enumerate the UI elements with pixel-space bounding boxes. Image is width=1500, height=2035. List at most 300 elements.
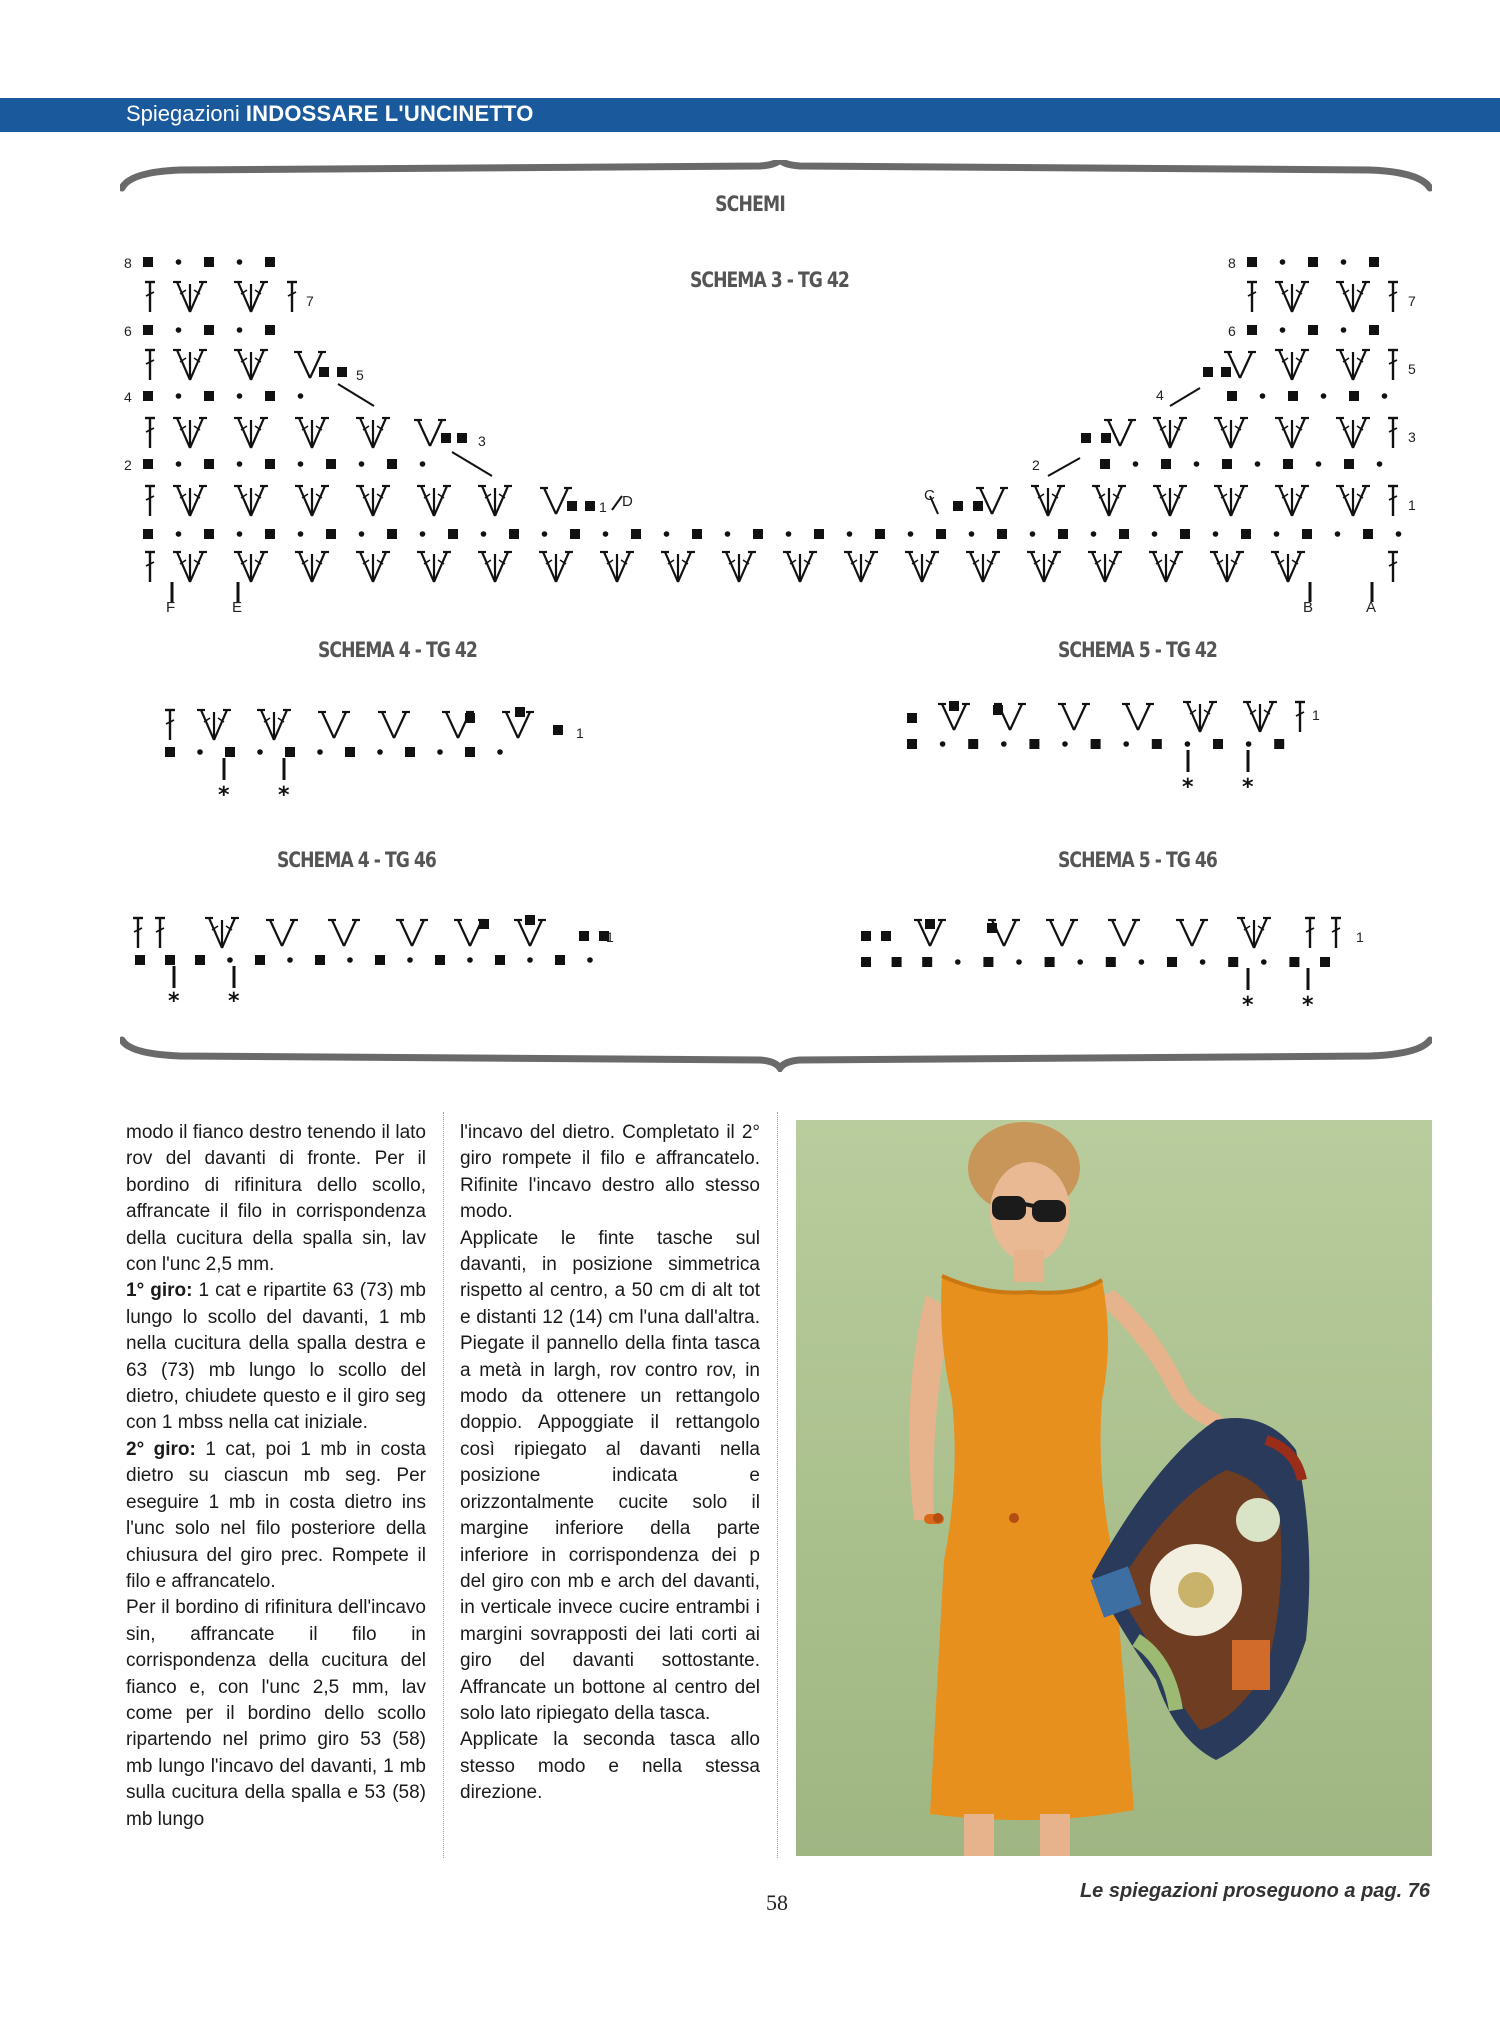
- chain-symbol: [1377, 461, 1383, 467]
- sc-symbol: [1344, 459, 1354, 469]
- shell-symbol: [173, 418, 207, 448]
- point-label-d: D: [622, 493, 633, 510]
- shell-symbol: [1027, 552, 1061, 582]
- sc-symbol: [225, 747, 235, 757]
- tr-symbol: [1388, 282, 1398, 312]
- sc-symbol: [405, 747, 415, 757]
- sc-symbol: [337, 367, 347, 377]
- chain-symbol: [298, 393, 304, 399]
- v-symbol: [1046, 920, 1078, 946]
- shell-symbol: [966, 552, 1000, 582]
- v-symbol: [994, 704, 1026, 730]
- schema3-title: SCHEMA 3 - TG 42: [690, 268, 849, 292]
- schema5-42-title: SCHEMA 5 - TG 42: [1058, 638, 1217, 662]
- tr-symbol: [145, 350, 155, 380]
- sc-symbol: [265, 391, 275, 401]
- sc-symbol: [1369, 325, 1379, 335]
- tr-symbol: [1388, 486, 1398, 516]
- sc-symbol: [326, 459, 336, 469]
- star-symbol: *: [218, 783, 230, 808]
- col2-paragraph-3: Applicate la seconda tasca allo stesso modo e nella stessa direzione.: [460, 1729, 760, 1804]
- sc-symbol: [435, 955, 445, 965]
- star-symbol: *: [1182, 775, 1194, 800]
- continued-note: Le spiegazioni proseguono a pag. 76: [1079, 1880, 1430, 1902]
- point-label-e: E: [232, 599, 243, 616]
- chain-symbol: [298, 531, 304, 537]
- shell-symbol: [417, 552, 451, 582]
- model-photo: [796, 1120, 1432, 1856]
- shell-symbol: [1243, 702, 1277, 732]
- sc-symbol: [315, 955, 325, 965]
- chain-symbol: [497, 749, 503, 755]
- star-symbol: *: [228, 989, 240, 1014]
- col1-paragraph-4: Per il bordino di rifinitura dell'incavo sin, affrancate il filo in corrispondenza della cucitura del fianco e, con l'unc 2,5 mm, lav come per il bordino dello scollo ripartendo nel primo giro 53 (58) mb lungo l'incavo del davanti, 1 mb sulla cucitura della spalla e 53 (58) mb lungo: [126, 1597, 426, 1830]
- sc-symbol: [553, 725, 563, 735]
- sc-symbol: [953, 501, 963, 511]
- sc-symbol: [319, 367, 329, 377]
- sc-symbol: [861, 957, 871, 967]
- schema4-46-title: SCHEMA 4 - TG 46: [277, 848, 436, 872]
- sc-symbol: [1081, 433, 1091, 443]
- row-label: 1: [1312, 707, 1320, 723]
- chain-symbol: [542, 531, 548, 537]
- giro2-text: 1 cat, poi 1 mb in costa dietro su ciascun mb seg. Per eseguire 1 mb in costa dietro ins l'unc solo nel filo posteriore della chiusura del giro prec. Rompete il filo e affrancatelo.: [126, 1438, 426, 1592]
- sc-symbol: [204, 325, 214, 335]
- slip-stitch-symbol: [1170, 388, 1200, 406]
- sc-symbol: [265, 325, 275, 335]
- chain-symbol: [955, 959, 961, 965]
- header-section: Spiegazioni: [126, 101, 240, 126]
- chain-symbol: [1321, 393, 1327, 399]
- schema5-46-diagram: [861, 918, 1364, 1018]
- shell-symbol: [1214, 418, 1248, 448]
- shell-symbol: [1336, 282, 1370, 312]
- sc-symbol: [753, 529, 763, 539]
- tr-symbol: [155, 918, 165, 948]
- sc-symbol: [387, 529, 397, 539]
- shell-symbol: [257, 710, 291, 740]
- sc-symbol: [448, 529, 458, 539]
- sc-symbol: [1161, 459, 1171, 469]
- model-illustration: [796, 1120, 1432, 1856]
- star-symbol: *: [168, 989, 180, 1014]
- shell-symbol: [234, 350, 268, 380]
- shell-symbol: [1336, 350, 1370, 380]
- row-label: 2: [1032, 457, 1040, 473]
- sc-symbol: [1349, 391, 1359, 401]
- chain-symbol: [407, 957, 413, 963]
- sc-symbol: [143, 529, 153, 539]
- chain-symbol: [176, 393, 182, 399]
- chain-symbol: [1341, 327, 1347, 333]
- sc-symbol: [465, 747, 475, 757]
- shell-symbol: [234, 418, 268, 448]
- chain-symbol: [527, 957, 533, 963]
- col2-paragraph-2: Applicate le finte tasche sul davanti, in posizione simmetrica rispetto al centro, a 50 cm di alt tot e distanti 12 (14) cm l'una dall'altra. Piegate il pannello della finta tasca a metà in largh, rov contro rov, in modo da ottenere un rettangolo doppio. Appoggiate il rettangolo così ripiegato al davanti nella posizione indicata e orizzontalmente cucite solo il margine inferiore della parte inferiore in corrispondenza dei p del giro con mb e arch del davanti, in verticale invece cucire entrambi i margini sovrapposti dei lati corti ai giro del davanti sottostante. Affrancate un bottone al centro del solo lato ripiegato della tasca.: [460, 1227, 760, 1724]
- schemi-title: SCHEMI: [715, 192, 785, 216]
- shell-symbol: [478, 486, 512, 516]
- text-column-1: [126, 1120, 426, 1833]
- sc-symbol: [814, 529, 824, 539]
- tr-symbol: [287, 282, 297, 312]
- sc-symbol: [1029, 739, 1039, 749]
- point-label-f: F: [166, 599, 176, 616]
- chain-symbol: [1260, 393, 1266, 399]
- sc-symbol: [1101, 433, 1111, 443]
- shell-symbol: [356, 418, 390, 448]
- shell-symbol: [205, 918, 239, 948]
- chain-symbol: [1246, 741, 1252, 747]
- sc-symbol: [457, 433, 467, 443]
- sc-symbol: [1100, 459, 1110, 469]
- chain-symbol: [940, 741, 946, 747]
- sc-symbol: [204, 391, 214, 401]
- sc-symbol: [1369, 257, 1379, 267]
- chain-symbol: [1316, 461, 1322, 467]
- sc-symbol: [567, 501, 577, 511]
- shell-symbol: [783, 552, 817, 582]
- tr-symbol: [145, 418, 155, 448]
- slip-stitch-symbol: [612, 496, 622, 510]
- v-symbol: [1108, 920, 1140, 946]
- tr-symbol: [1388, 552, 1398, 582]
- tr-symbol: [145, 552, 155, 582]
- shell-symbol: [722, 552, 756, 582]
- chain-symbol: [467, 957, 473, 963]
- shell-symbol: [1031, 486, 1065, 516]
- sc-symbol: [579, 931, 589, 941]
- sc-symbol: [936, 529, 946, 539]
- tr-symbol: [1388, 418, 1398, 448]
- v-symbol: [396, 920, 428, 946]
- sc-symbol: [1152, 739, 1162, 749]
- v-symbol: [318, 712, 350, 738]
- sc-symbol: [495, 955, 505, 965]
- chain-symbol: [1261, 959, 1267, 965]
- sc-symbol: [143, 325, 153, 335]
- chain-symbol: [176, 531, 182, 537]
- sc-symbol: [585, 501, 595, 511]
- shell-symbol: [1336, 418, 1370, 448]
- v-symbol: [328, 920, 360, 946]
- sc-symbol: [387, 459, 397, 469]
- shell-symbol: [173, 350, 207, 380]
- sc-symbol: [973, 501, 983, 511]
- shell-symbol: [1214, 486, 1248, 516]
- row-label: 3: [1408, 429, 1416, 445]
- star-symbol: *: [1242, 775, 1254, 800]
- chain-symbol: [1133, 461, 1139, 467]
- tr-symbol: [1305, 918, 1315, 948]
- chain-symbol: [1185, 741, 1191, 747]
- sc-symbol: [285, 747, 295, 757]
- sc-symbol: [326, 529, 336, 539]
- schema5-42-diagram: [907, 701, 1320, 800]
- shell-symbol: [1271, 552, 1305, 582]
- sc-symbol: [1283, 459, 1293, 469]
- shell-symbol: [173, 282, 207, 312]
- sc-symbol: [195, 955, 205, 965]
- sc-symbol: [375, 955, 385, 965]
- sc-symbol: [1221, 367, 1231, 377]
- chain-symbol: [257, 749, 263, 755]
- chain-symbol: [347, 957, 353, 963]
- shell-symbol: [295, 486, 329, 516]
- chain-symbol: [237, 393, 243, 399]
- row-label: 8: [124, 255, 132, 271]
- row-label: 7: [306, 293, 314, 309]
- chain-symbol: [1016, 959, 1022, 965]
- shell-symbol: [1088, 552, 1122, 582]
- row-label: 1: [1408, 497, 1416, 513]
- chain-symbol: [969, 531, 975, 537]
- shell-symbol: [905, 552, 939, 582]
- sc-symbol: [1045, 957, 1055, 967]
- chain-symbol: [237, 259, 243, 265]
- schema4-46-diagram: [133, 915, 614, 1014]
- chain-symbol: [664, 531, 670, 537]
- sc-symbol: [465, 713, 475, 723]
- sc-symbol: [204, 459, 214, 469]
- sc-symbol: [907, 713, 917, 723]
- shell-symbol: [844, 552, 878, 582]
- sc-symbol: [1308, 257, 1318, 267]
- chain-symbol: [1200, 959, 1206, 965]
- schema3-diagram: [124, 255, 1416, 616]
- sc-symbol: [907, 739, 917, 749]
- sc-symbol: [1228, 957, 1238, 967]
- chain-symbol: [1030, 531, 1036, 537]
- chain-symbol: [176, 461, 182, 467]
- shell-symbol: [1275, 486, 1309, 516]
- tr-symbol: [145, 282, 155, 312]
- row-label: 4: [124, 389, 132, 405]
- sc-symbol: [265, 257, 275, 267]
- col1-paragraph-giro2: [126, 1437, 426, 1595]
- giro1-text: 1 cat e ripartite 63 (73) mb lungo lo scollo del davanti, 1 mb nella cucitura della spalla destra e 63 (73) mb lungo lo scollo del dietro, chiudete questo e il giro seg con 1 mbss nella cat iniziale.: [126, 1280, 426, 1434]
- tr-symbol: [1247, 282, 1257, 312]
- shell-symbol: [234, 486, 268, 516]
- schema4-42-diagram: [165, 707, 584, 808]
- header-title-bold: INDOSSARE L'UNCINETTO: [245, 101, 534, 126]
- chain-symbol: [1396, 531, 1402, 537]
- row-label: 3: [478, 433, 486, 449]
- shell-symbol: [1183, 702, 1217, 732]
- sc-symbol: [1203, 367, 1213, 377]
- shell-symbol: [295, 552, 329, 582]
- sc-symbol: [1213, 739, 1223, 749]
- slip-stitch-symbol: [1048, 458, 1080, 476]
- chain-symbol: [237, 327, 243, 333]
- chain-symbol: [176, 259, 182, 265]
- sc-symbol: [1106, 957, 1116, 967]
- slip-stitch-symbol: [338, 384, 374, 406]
- chain-symbol: [1123, 741, 1129, 747]
- sc-symbol: [1363, 529, 1373, 539]
- chain-symbol: [437, 749, 443, 755]
- row-label: 5: [356, 367, 364, 383]
- sc-symbol: [1119, 529, 1129, 539]
- sc-symbol: [875, 529, 885, 539]
- sc-symbol: [143, 459, 153, 469]
- giro2-label: 2° giro:: [126, 1438, 196, 1460]
- chain-symbol: [1213, 531, 1219, 537]
- sc-symbol: [922, 957, 932, 967]
- sc-symbol: [1241, 529, 1251, 539]
- sc-symbol: [204, 529, 214, 539]
- shell-symbol: [1092, 486, 1126, 516]
- sc-symbol: [997, 529, 1007, 539]
- sc-symbol: [255, 955, 265, 965]
- sc-symbol: [1288, 391, 1298, 401]
- sc-symbol: [949, 701, 959, 711]
- sc-symbol: [861, 931, 871, 941]
- sc-symbol: [1058, 529, 1068, 539]
- sc-symbol: [143, 391, 153, 401]
- page-number: 58: [766, 1890, 788, 1915]
- row-label: 2: [124, 457, 132, 473]
- row-label: 6: [1228, 323, 1236, 339]
- chain-symbol: [420, 531, 426, 537]
- schema4-42-title: SCHEMA 4 - TG 42: [318, 638, 477, 662]
- row-label: 1: [576, 725, 584, 741]
- sc-symbol: [968, 739, 978, 749]
- chain-symbol: [481, 531, 487, 537]
- column-divider-2: [777, 1112, 778, 1858]
- chain-symbol: [1335, 531, 1341, 537]
- tr-symbol: [1388, 350, 1398, 380]
- chain-symbol: [1382, 393, 1388, 399]
- chain-symbol: [197, 749, 203, 755]
- row-label: 1: [606, 929, 614, 945]
- point-label-b: B: [1303, 599, 1314, 616]
- chain-symbol: [725, 531, 731, 537]
- shell-symbol: [1275, 350, 1309, 380]
- sc-symbol: [515, 707, 525, 717]
- shell-symbol: [661, 552, 695, 582]
- sc-symbol: [925, 919, 935, 929]
- sc-symbol: [692, 529, 702, 539]
- sc-symbol: [204, 257, 214, 267]
- chain-symbol: [237, 461, 243, 467]
- sc-symbol: [1180, 529, 1190, 539]
- v-symbol: [1122, 704, 1154, 730]
- sc-symbol: [143, 257, 153, 267]
- shell-symbol: [1275, 282, 1309, 312]
- shell-symbol: [234, 552, 268, 582]
- shell-symbol: [173, 486, 207, 516]
- tr-symbol: [145, 486, 155, 516]
- chain-symbol: [587, 957, 593, 963]
- sc-symbol: [1091, 739, 1101, 749]
- row-label: 6: [124, 323, 132, 339]
- sc-symbol: [265, 529, 275, 539]
- v-symbol: [378, 712, 410, 738]
- sc-symbol: [1247, 325, 1257, 335]
- chain-symbol: [1001, 741, 1007, 747]
- sc-symbol: [1247, 257, 1257, 267]
- column-divider-1: [443, 1112, 444, 1858]
- schema5-46-title: SCHEMA 5 - TG 46: [1058, 848, 1217, 872]
- sc-symbol: [265, 459, 275, 469]
- sc-symbol: [345, 747, 355, 757]
- sc-symbol: [555, 955, 565, 965]
- sc-symbol: [1227, 391, 1237, 401]
- row-label: 1: [599, 499, 607, 515]
- chain-symbol: [1062, 741, 1068, 747]
- chain-symbol: [1194, 461, 1200, 467]
- chain-symbol: [317, 749, 323, 755]
- row-label: 7: [1408, 293, 1416, 309]
- sc-symbol: [509, 529, 519, 539]
- sc-symbol: [135, 955, 145, 965]
- shell-symbol: [1275, 418, 1309, 448]
- sc-symbol: [1274, 739, 1284, 749]
- sc-symbol: [1222, 459, 1232, 469]
- sc-symbol: [165, 955, 175, 965]
- tr-symbol: [1295, 702, 1305, 732]
- sc-symbol: [1302, 529, 1312, 539]
- sc-symbol: [1320, 957, 1330, 967]
- chain-symbol: [1077, 959, 1083, 965]
- chain-symbol: [1341, 259, 1347, 265]
- shell-symbol: [417, 486, 451, 516]
- shell-symbol: [356, 552, 390, 582]
- chain-symbol: [908, 531, 914, 537]
- col1-paragraph-giro1: [126, 1278, 426, 1436]
- shell-symbol: [356, 486, 390, 516]
- star-symbol: *: [1242, 993, 1254, 1018]
- tr-symbol: [165, 710, 175, 740]
- shell-symbol: [478, 552, 512, 582]
- shell-symbol: [1153, 418, 1187, 448]
- chain-symbol: [1274, 531, 1280, 537]
- chain-symbol: [786, 531, 792, 537]
- sc-symbol: [1289, 957, 1299, 967]
- sc-symbol: [525, 915, 535, 925]
- shell-symbol: [1336, 486, 1370, 516]
- shell-symbol: [234, 282, 268, 312]
- shell-symbol: [173, 552, 207, 582]
- chain-symbol: [287, 957, 293, 963]
- chain-symbol: [359, 531, 365, 537]
- shell-symbol: [600, 552, 634, 582]
- v-symbol: [1058, 704, 1090, 730]
- col1-paragraph-1: modo il fianco destro tenendo il lato rov del davanti di fronte. Per il bordino di rifinitura dello scollo, affrancate il filo in corrispondenza della cucitura della spalla sin, lav con l'unc 2,5 mm.: [126, 1122, 426, 1276]
- tr-symbol: [1331, 918, 1341, 948]
- chain-symbol: [377, 749, 383, 755]
- chain-symbol: [603, 531, 609, 537]
- sc-symbol: [983, 957, 993, 967]
- star-symbol: *: [278, 783, 290, 808]
- chain-symbol: [1280, 327, 1286, 333]
- shell-symbol: [539, 552, 573, 582]
- tr-symbol: [133, 918, 143, 948]
- shell-symbol: [1210, 552, 1244, 582]
- chain-symbol: [1255, 461, 1261, 467]
- shell-symbol: [1149, 552, 1183, 582]
- col2-paragraph-1: l'incavo del dietro. Completato il 2° giro rompete il filo e affrancatelo. Rifinite l'incavo destro allo stesso modo.: [460, 1122, 760, 1223]
- chain-symbol: [1139, 959, 1145, 965]
- shell-symbol: [295, 418, 329, 448]
- sc-symbol: [441, 433, 451, 443]
- shell-symbol: [197, 710, 231, 740]
- chain-symbol: [420, 461, 426, 467]
- text-column-2: [460, 1120, 760, 1807]
- chain-symbol: [359, 461, 365, 467]
- shell-symbol: [1153, 486, 1187, 516]
- star-symbol: *: [1302, 993, 1314, 1018]
